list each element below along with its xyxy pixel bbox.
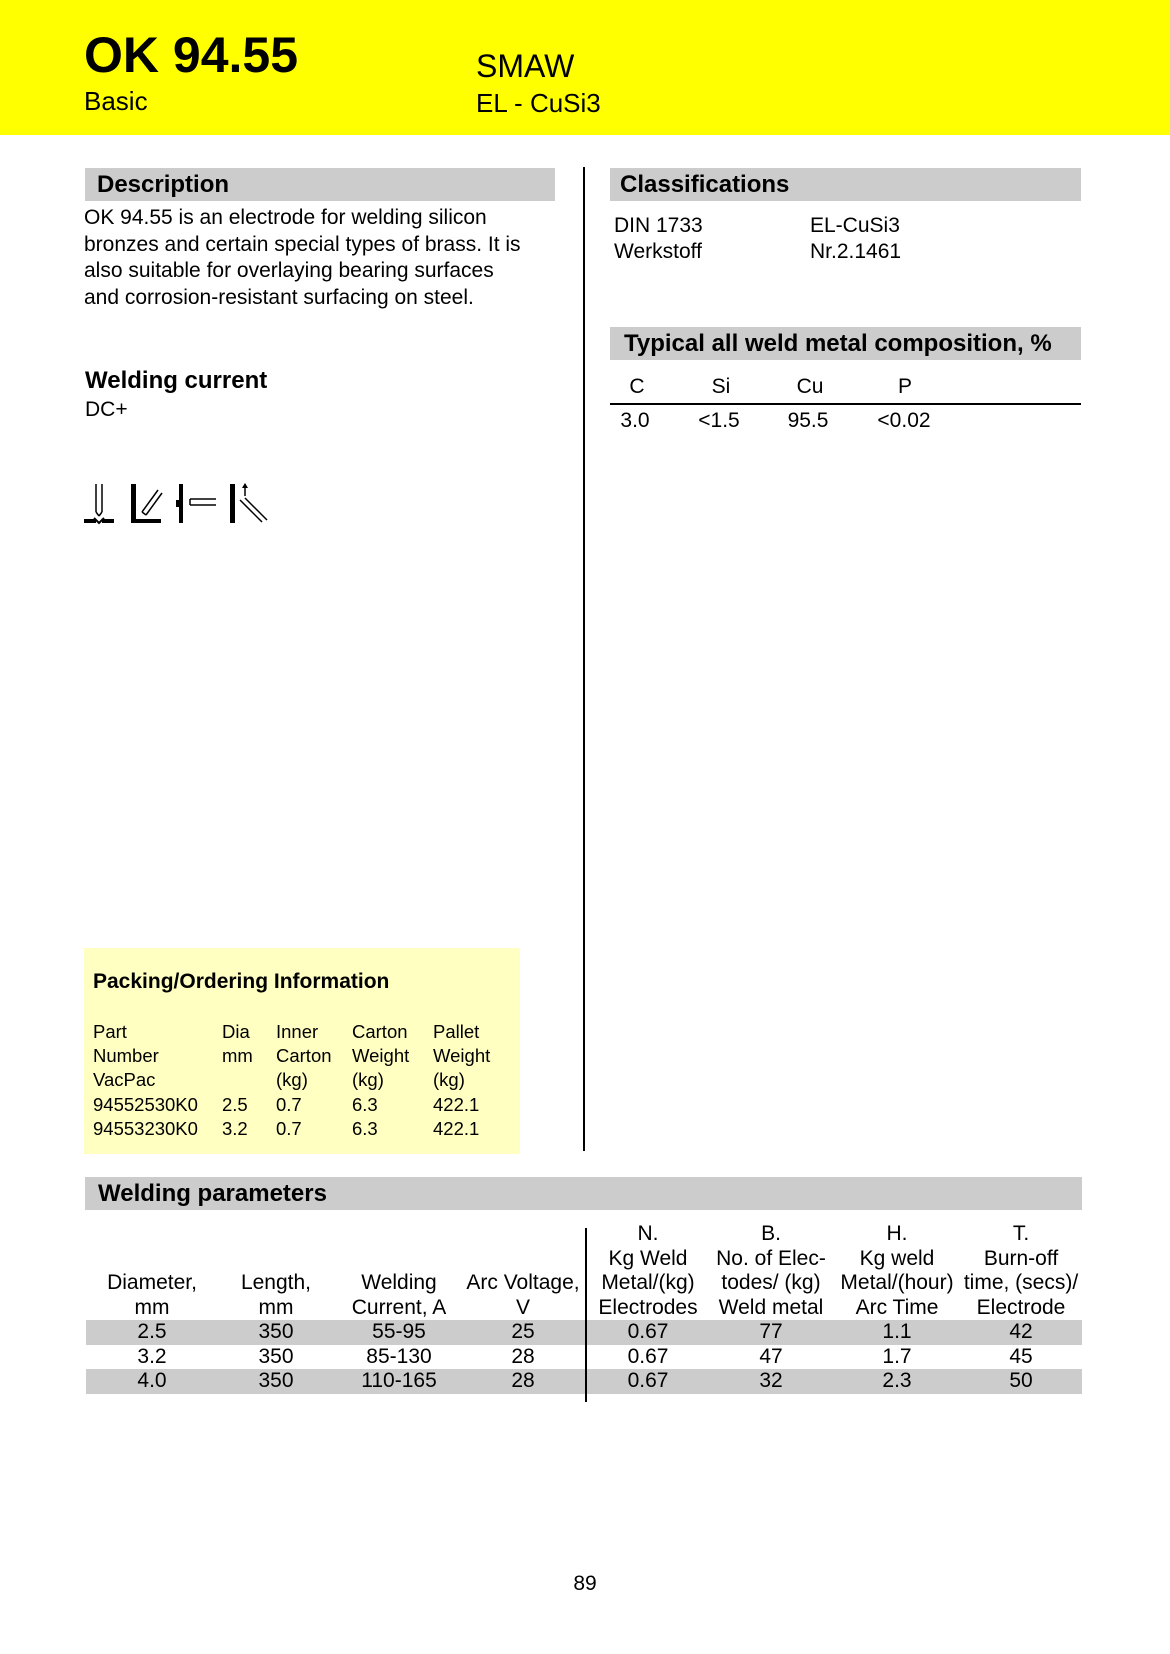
description-line: also suitable for overlaying bearing surfaces: [84, 259, 494, 282]
header-line: Kg Weld: [608, 1246, 688, 1270]
composition-heading: Typical all weld metal composition, %: [610, 327, 1081, 360]
table-cell: 350: [258, 1320, 294, 1343]
table-cell: 50: [1009, 1369, 1033, 1392]
table-row: [86, 1345, 1082, 1370]
header-line: Current, A: [351, 1295, 447, 1319]
packing-header-line: Dia: [222, 1021, 250, 1042]
header-line: Metal/(hour): [840, 1271, 954, 1294]
packing-column: [276, 1020, 332, 1141]
packing-header-line: (kg): [352, 1069, 384, 1091]
header-line: Electrodes: [598, 1295, 698, 1319]
column-header-voltage: [460, 1271, 586, 1320]
welding-parameters-table: [86, 1222, 1082, 1394]
packing-header-line: Inner: [276, 1021, 319, 1042]
table-cell: 32: [759, 1369, 783, 1392]
column-divider: [583, 167, 585, 1151]
table-cell: 0.67: [627, 1320, 669, 1343]
header-line: H.: [886, 1222, 908, 1245]
header-line: todes/ (kg): [721, 1271, 821, 1294]
composition-value: <0.02: [877, 409, 931, 432]
packing-cell: 422.1: [433, 1117, 480, 1139]
header-line: N.: [637, 1222, 659, 1245]
product-type: Basic: [84, 86, 148, 116]
header-line: Electrode: [976, 1295, 1066, 1319]
column-header-b: [709, 1222, 833, 1320]
packing-cell: 0.7: [276, 1117, 302, 1139]
packing-header-line: (kg): [433, 1069, 465, 1091]
product-name: OK 94.55: [84, 27, 299, 83]
packing-cell: 422.1: [433, 1093, 480, 1115]
vertical-up-position-icon: [176, 484, 183, 523]
packing-header-line: (kg): [276, 1069, 308, 1091]
packing-cell: 0.7: [276, 1093, 302, 1115]
table-cell: 28: [511, 1344, 535, 1368]
packing-cell: 2.5: [222, 1093, 248, 1115]
table-cell: 1.1: [882, 1320, 912, 1343]
packing-header-line: Carton: [352, 1021, 408, 1042]
packing-cell: 94552530K0: [93, 1093, 198, 1115]
packing-header-line: Pallet: [433, 1021, 480, 1042]
page-number: 89: [573, 1572, 597, 1595]
composition-value: 95.5: [787, 409, 829, 432]
packing-header-line: Weight: [433, 1045, 491, 1067]
header-line: Kg weld: [859, 1246, 935, 1270]
packing-table: [93, 1020, 513, 1145]
composition-element: Si: [711, 375, 731, 398]
table-cell: 350: [258, 1369, 294, 1392]
header-line: Diameter,: [107, 1271, 197, 1294]
table-cell: 2.3: [882, 1369, 912, 1392]
description-line: and corrosion-resistant surfacing on steel.: [84, 285, 474, 309]
table-cell: 77: [759, 1320, 783, 1343]
header-line: time, (secs)/: [963, 1271, 1079, 1294]
header-line: Burn-off: [983, 1246, 1059, 1270]
column-header-diameter: [86, 1271, 218, 1320]
header-line: V: [515, 1295, 530, 1319]
composition-rule: [610, 403, 1081, 405]
flat-position-icon: [84, 484, 114, 523]
header-line: Arc Voltage,: [466, 1271, 580, 1294]
welding-current-heading: Welding current: [85, 367, 268, 394]
welding-parameters-heading: Welding parameters: [85, 1177, 1082, 1210]
table-cell: 1.7: [882, 1344, 912, 1368]
column-header-length: [218, 1271, 334, 1320]
overhead-position-icon: [230, 483, 267, 523]
packing-column: [93, 1020, 198, 1141]
header-line: Welding: [361, 1271, 437, 1294]
description-line: OK 94.55 is an electrode for welding silicon: [84, 206, 487, 229]
classifications-table: [614, 213, 1074, 265]
header-line: No. of Elec-: [716, 1246, 826, 1270]
packing-header-line: mm: [222, 1045, 253, 1067]
packing-header-line: Part: [93, 1021, 127, 1042]
table-cell: 3.2: [137, 1344, 167, 1368]
packing-column: [433, 1020, 490, 1141]
table-cell: 55-95: [372, 1320, 426, 1343]
description-line: bronzes and certain special types of brass. It is: [84, 232, 521, 256]
description-heading: Description: [85, 168, 555, 201]
table-cell: 47: [759, 1344, 783, 1368]
table-cell: 42: [1009, 1320, 1033, 1343]
column-header-n: [587, 1222, 709, 1320]
composition-values-row: [0, 408, 1170, 434]
table-cell: 350: [258, 1344, 294, 1368]
welding-current-value: DC+: [85, 398, 128, 421]
table-cell: 45: [1009, 1344, 1033, 1368]
table-cell: 85-130: [366, 1344, 432, 1368]
table-row: [86, 1369, 1082, 1394]
table-cell: 28: [511, 1369, 535, 1392]
table-row: [86, 1320, 1082, 1345]
table-cell: 110-165: [361, 1369, 437, 1392]
column-header-current: [334, 1271, 464, 1320]
classifications-heading: Classifications: [610, 168, 1081, 201]
table-cell: 25: [511, 1320, 535, 1343]
classification-row: [614, 213, 1074, 239]
header-line: mm: [134, 1295, 170, 1319]
horizontal-vertical-position-icon: [131, 484, 162, 523]
packing-header-line: [222, 1068, 253, 1092]
specification-label: EL - CuSi3: [476, 88, 601, 118]
classification-standard: DIN 1733: [614, 214, 703, 237]
header-line: Weld metal: [718, 1295, 824, 1319]
header-line: Length,: [240, 1271, 312, 1294]
packing-header-line: VacPac: [93, 1069, 156, 1091]
header-line: T.: [1012, 1222, 1030, 1245]
packing-header-line: Number: [93, 1045, 159, 1067]
composition-element: C: [629, 375, 645, 398]
packing-header-line: Carton: [276, 1045, 332, 1067]
table-cell: 0.67: [627, 1369, 669, 1392]
header-line: Metal/(kg): [601, 1271, 695, 1294]
classification-row: [614, 239, 1074, 265]
classification-standard: Werkstoff: [614, 240, 702, 263]
process-label: SMAW: [476, 48, 575, 84]
table-cell: 4.0: [137, 1369, 167, 1392]
classification-value: Nr.2.1461: [810, 240, 902, 263]
table-divider: [585, 1228, 587, 1402]
packing-cell: 6.3: [352, 1093, 378, 1115]
packing-column: [222, 1020, 253, 1141]
packing-header-line: Weight: [352, 1045, 410, 1067]
horizontal-position-icon: [190, 499, 216, 505]
welding-parameters-header: [86, 1222, 1082, 1320]
packing-cell: 94553230K0: [93, 1117, 198, 1139]
table-cell: 2.5: [137, 1320, 167, 1343]
classification-value: EL-CuSi3: [810, 214, 900, 237]
header-line: mm: [258, 1295, 294, 1319]
table-cell: 0.67: [627, 1344, 669, 1368]
packing-cell: 3.2: [222, 1117, 248, 1139]
welding-positions: [84, 482, 274, 526]
header-line: Arc Time: [855, 1295, 939, 1319]
description-text: [84, 205, 564, 311]
column-header-h: [832, 1222, 962, 1320]
composition-value: 3.0: [620, 409, 650, 432]
header-line: B.: [761, 1222, 781, 1245]
packing-heading: Packing/Ordering Information: [93, 970, 390, 993]
composition-elements-row: [0, 374, 1170, 400]
composition-element: Cu: [796, 375, 824, 398]
packing-column: [352, 1020, 409, 1141]
composition-value: <1.5: [698, 409, 740, 432]
composition-element: P: [897, 375, 912, 398]
packing-cell: 6.3: [352, 1117, 378, 1139]
column-header-t: [958, 1222, 1084, 1320]
